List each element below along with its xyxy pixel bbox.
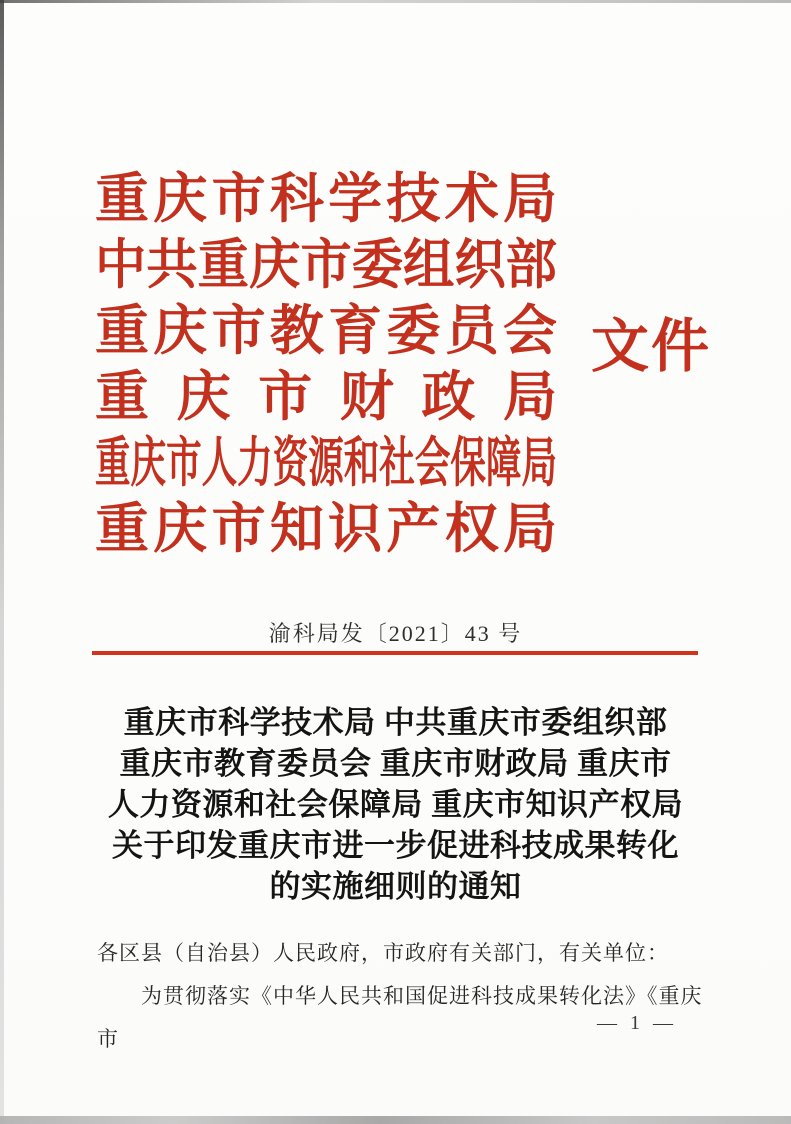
- body-first-line: 为贯彻落实《中华人民共和国促进科技成果转化法》《重庆市: [97, 984, 703, 1051]
- agency-name-char: 育: [328, 301, 383, 361]
- agency-name-char: 庆: [153, 169, 208, 229]
- agency-name-char: 员: [444, 301, 499, 361]
- agency-name-char: 技: [386, 169, 441, 229]
- agency-name-line: [95, 298, 557, 364]
- agency-name-char: 知: [269, 499, 324, 559]
- scan-edge-left: [0, 0, 4, 1124]
- agency-name-char: 局: [502, 499, 557, 559]
- agency-name-char: 重: [95, 169, 149, 229]
- agency-name-char: 局: [502, 169, 557, 229]
- agency-name-char: 科: [269, 169, 324, 229]
- agency-name-line: [95, 430, 557, 496]
- agency-name-char: 市: [211, 301, 266, 361]
- agency-name-char: 市: [258, 367, 313, 427]
- agency-name-char: 重: [95, 367, 149, 427]
- agency-name-char: 市: [211, 169, 266, 229]
- title-line: 关于印发重庆市进一步促进科技成果转化: [112, 828, 679, 863]
- agency-name-char: 市: [211, 499, 266, 559]
- agency-name-char: 识: [328, 499, 383, 559]
- title-line: 的实施细则的通知: [269, 869, 522, 904]
- agency-name-line: [95, 166, 557, 232]
- agency-name-char: 重: [95, 301, 149, 361]
- scan-edge-top: [0, 0, 791, 3]
- agency-name-char: 政: [421, 367, 476, 427]
- body-text: [97, 932, 705, 1061]
- agency-name-char: 教: [269, 301, 324, 361]
- agency-name-text: 重庆市人力资源和社会保障局: [95, 433, 557, 493]
- page-number: — 1 —: [597, 1012, 677, 1034]
- agency-name-char: 局: [502, 367, 557, 427]
- issuing-agencies: [95, 166, 557, 562]
- scan-edge-bottom: [0, 1116, 791, 1124]
- title-line: 人力资源和社会保障局 重庆市知识产权局: [107, 787, 684, 822]
- salutation-line: 各区县（自治县）人民政府，市政府有关部门，有关单位：: [97, 941, 669, 965]
- title-line: 重庆市教育委员会 重庆市财政局 重庆市: [119, 746, 672, 781]
- agency-name-char: 庆: [153, 301, 208, 361]
- agency-name-char: 重: [95, 499, 149, 559]
- agency-name-char: 权: [444, 499, 499, 559]
- agency-name-char: 产: [386, 499, 441, 559]
- agency-name-char: 学: [328, 169, 383, 229]
- document-number: 渝科局发〔2021〕43 号: [268, 621, 523, 646]
- agency-name-char: 术: [444, 169, 499, 229]
- red-separator-line: [92, 651, 698, 655]
- title-line: 重庆市科学技术局 中共重庆市委组织部: [123, 705, 668, 740]
- agency-name-char: 财: [339, 367, 394, 427]
- agency-name-line: [95, 364, 557, 430]
- agency-name-line: [95, 232, 557, 298]
- doc-type-label: 文件: [591, 314, 712, 379]
- document-title: [0, 702, 791, 907]
- agency-name-char: 会: [502, 301, 557, 361]
- agency-name-char: 庆: [176, 367, 231, 427]
- agency-name-char: 庆: [153, 499, 208, 559]
- agency-name-line: [95, 496, 557, 562]
- agency-name-char: 委: [386, 301, 441, 361]
- agency-name-text: 中共重庆市委组织部: [95, 235, 557, 295]
